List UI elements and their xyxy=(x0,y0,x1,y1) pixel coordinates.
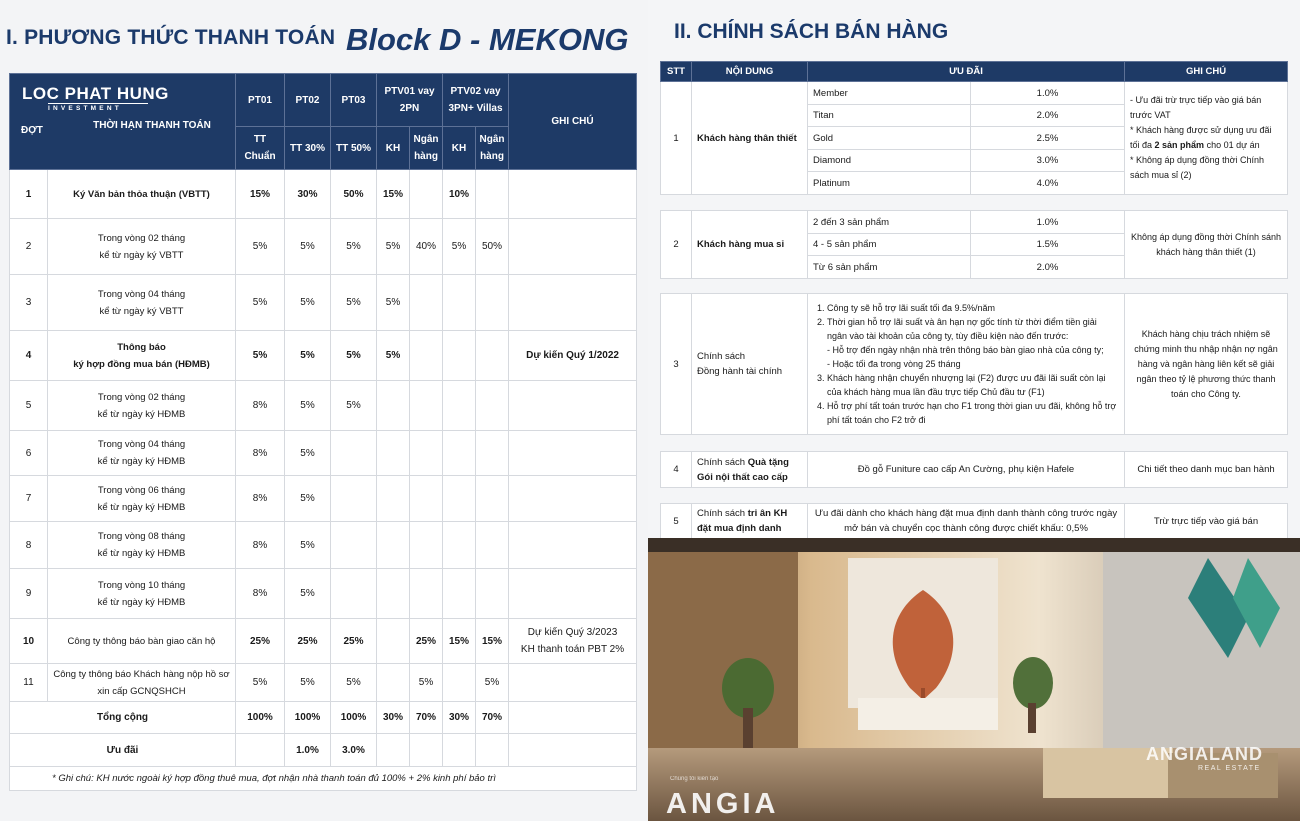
policy-stt: 3 xyxy=(661,294,692,435)
cell-note xyxy=(509,476,637,522)
cell-ptv01-bank xyxy=(410,569,443,619)
table-row xyxy=(10,219,637,275)
cell-ptv01-bank xyxy=(410,331,443,381)
cell-ptv01-bank xyxy=(410,431,443,476)
cell-ptv02-kh: 5% xyxy=(443,219,476,275)
tier-rate: 2.0% xyxy=(971,256,1125,279)
cell-note xyxy=(509,522,637,569)
cell-ptv02-bank xyxy=(476,569,509,619)
cell-pt01: 8% xyxy=(236,569,285,619)
header-ptv02: PTV02 vay 3PN+ Villas xyxy=(443,74,509,127)
table-header-corner xyxy=(10,74,236,170)
row-term: Trong vòng 04 tháng kể từ ngày ký HĐMB xyxy=(48,431,236,476)
tier-level: Titan xyxy=(808,105,971,127)
total-label: Tổng cộng xyxy=(10,702,236,734)
cell-pt01 xyxy=(236,734,285,767)
cell-pt02: 5% xyxy=(285,476,331,522)
policy-name: Chính sách Đồng hành tài chính xyxy=(692,294,808,435)
tier-level: Gold xyxy=(808,127,971,150)
policy-name: Khách hàng thân thiết xyxy=(692,82,808,195)
cell-ptv01-kh xyxy=(377,381,410,431)
policy-stt: 5 xyxy=(661,504,692,539)
cell-pt03: 5% xyxy=(331,219,377,275)
header-kh-1: KH xyxy=(377,127,410,170)
cell-ptv02-bank: 50% xyxy=(476,219,509,275)
tier-level: Member xyxy=(808,82,971,105)
row-dot: 3 xyxy=(10,275,48,331)
header-pt03: PT03 xyxy=(331,74,377,127)
cell-ptv02-bank xyxy=(476,170,509,219)
cell-ptv01-bank: 25% xyxy=(410,619,443,664)
cell-pt02: 5% xyxy=(285,275,331,331)
cell-ptv02-kh xyxy=(443,381,476,431)
header-ptv01: PTV01 vay 2PN xyxy=(377,74,443,127)
cell-pt01: 5% xyxy=(236,275,285,331)
cell-ptv01-bank xyxy=(410,734,443,767)
cell-ptv01-bank xyxy=(410,476,443,522)
cell-ptv02-kh xyxy=(443,476,476,522)
header-bank-2: Ngân hàng xyxy=(476,127,509,170)
tier-rate: 1.0% xyxy=(971,82,1125,105)
policy-offer: Đồ gỗ Funiture cao cấp An Cường, phụ kiện Hafele xyxy=(808,452,1125,488)
cell-ptv02-kh: 30% xyxy=(443,702,476,734)
footnote-row xyxy=(10,767,637,791)
cell-pt03 xyxy=(331,431,377,476)
header-pt01: PT01 xyxy=(236,74,285,127)
cell-ptv02-kh xyxy=(443,664,476,702)
policy-offer: Ưu đãi dành cho khách hàng đặt mua định danh thành công trước ngày mở bán và chuyển cọc thành công được chiết khấu: 0,5% xyxy=(808,504,1125,539)
policy-section-title: II. CHÍNH SÁCH BÁN HÀNG xyxy=(674,20,949,43)
row-dot: 5 xyxy=(10,381,48,431)
row-dot: 8 xyxy=(10,522,48,569)
cell-ptv02-bank xyxy=(476,476,509,522)
row-dot: 10 xyxy=(10,619,48,664)
payment-schedule-table xyxy=(9,73,637,791)
cell-pt02: 5% xyxy=(285,381,331,431)
header-dot: ĐỢT xyxy=(21,125,43,136)
cell-pt02: 5% xyxy=(285,219,331,275)
cell-ptv02-kh xyxy=(443,431,476,476)
cell-ptv02-kh xyxy=(443,331,476,381)
tier-rate: 1.0% xyxy=(971,211,1125,234)
header-stt: STT xyxy=(661,62,692,82)
cell-pt02: 5% xyxy=(285,331,331,381)
row-dot: 1 xyxy=(10,170,48,219)
policy-note: - Ưu đãi trừ trực tiếp vào giá bán trước VAT * Khách hàng được sử dụng ưu đãi tối đa 2 sản phẩm cho 01 dự án * Không áp dụng đồng thời Chính sách mua sỉ (2) xyxy=(1125,82,1288,195)
policy-stt: 1 xyxy=(661,82,692,195)
cell-ptv02-bank xyxy=(476,381,509,431)
policy-stt: 4 xyxy=(661,452,692,488)
cell-ptv02-kh xyxy=(443,734,476,767)
table-row xyxy=(10,664,637,702)
table-row xyxy=(10,522,637,569)
cell-ptv01-kh xyxy=(377,734,410,767)
sales-policy-panel xyxy=(648,0,1300,821)
header-note: GHI CHÚ xyxy=(1125,62,1288,82)
cell-note xyxy=(509,170,637,219)
policy-name: Chính sách Quà tặng Gói nội thất cao cấp xyxy=(692,452,808,488)
row-term: Ký Văn bản thỏa thuận (VBTT) xyxy=(48,170,236,219)
policy-note: Khách hàng chịu trách nhiệm sẽ chứng minh thu nhập nhận nợ ngân hàng và ngân hàng liên kết sẽ giải ngân theo tỷ lệ phương thức thanh toán cho Công ty. xyxy=(1125,294,1288,435)
tier-level: 4 - 5 sản phẩm xyxy=(808,234,971,256)
cell-ptv02-kh xyxy=(443,569,476,619)
header-pt02: PT02 xyxy=(285,74,331,127)
tier-level: Từ 6 sản phẩm xyxy=(808,256,971,279)
header-bank-1: Ngân hàng xyxy=(410,127,443,170)
cell-note xyxy=(509,275,637,331)
header-offer: ƯU ĐÃI xyxy=(808,62,1125,82)
table-row xyxy=(10,331,637,381)
policy-name: Khách hàng mua sỉ xyxy=(692,211,808,279)
cell-pt03: 25% xyxy=(331,619,377,664)
cell-ptv02-bank xyxy=(476,431,509,476)
lobby-photo xyxy=(648,538,1300,821)
cell-ptv01-kh: 5% xyxy=(377,331,410,381)
row-dot: 9 xyxy=(10,569,48,619)
cell-note xyxy=(509,569,637,619)
header-tt50: TT 50% xyxy=(331,127,377,170)
cell-ptv02-kh xyxy=(443,522,476,569)
payment-panel xyxy=(0,0,648,821)
table-row xyxy=(10,619,637,664)
header-term: THỜI HẠN THANH TOÁN xyxy=(93,120,211,131)
cell-note xyxy=(509,431,637,476)
row-term: Trong vòng 04 tháng kể từ ngày ký VBTT xyxy=(48,275,236,331)
cell-pt03: 5% xyxy=(331,664,377,702)
discount-label: Ưu đãi xyxy=(10,734,236,767)
row-term: Trong vòng 06 tháng kể từ ngày ký HĐMB xyxy=(48,476,236,522)
cell-pt01: 5% xyxy=(236,219,285,275)
row-term: Trong vòng 08 tháng kể từ ngày ký HĐMB xyxy=(48,522,236,569)
row-dot: 2 xyxy=(10,219,48,275)
cell-note xyxy=(509,664,637,702)
cell-ptv02-bank xyxy=(476,522,509,569)
cell-ptv01-kh xyxy=(377,476,410,522)
table-row xyxy=(10,431,637,476)
policy-table-loyal xyxy=(660,61,1288,195)
cell-ptv02-kh: 15% xyxy=(443,619,476,664)
cell-pt02: 5% xyxy=(285,664,331,702)
offer-item: 3. Khách hàng nhận chuyển nhượng lại (F2) được ưu đãi lãi suất còn lại của khách hàng mua lần đầu trực tiếp Chủ đầu tư (F1) xyxy=(827,371,1119,399)
row-term: Thông báo ký hợp đồng mua bán (HĐMB) xyxy=(48,331,236,381)
cell-pt03: 5% xyxy=(331,331,377,381)
cell-note xyxy=(509,381,637,431)
cell-pt03: 50% xyxy=(331,170,377,219)
tier-rate: 2.5% xyxy=(971,127,1125,150)
policy-offer-list xyxy=(808,294,1125,435)
block-title: Block D - MEKONG xyxy=(346,22,629,57)
cell-pt02: 1.0% xyxy=(285,734,331,767)
policy-table-wholesale xyxy=(660,210,1288,279)
row-term: Công ty thông báo bàn giao căn hộ xyxy=(48,619,236,664)
total-row xyxy=(10,702,637,734)
cell-ptv01-bank xyxy=(410,522,443,569)
cell-pt03: 5% xyxy=(331,275,377,331)
cell-ptv01-bank xyxy=(410,381,443,431)
tier-level: Diamond xyxy=(808,150,971,172)
cell-note xyxy=(509,219,637,275)
row-term: Trong vòng 02 tháng kể từ ngày ký VBTT xyxy=(48,219,236,275)
header-tt-chuan: TT Chuẩn xyxy=(236,127,285,170)
angialand-watermark: ANGIALAND xyxy=(1146,744,1263,764)
cell-pt01: 8% xyxy=(236,476,285,522)
policy-table-gift xyxy=(660,451,1288,488)
row-dot: 6 xyxy=(10,431,48,476)
cell-pt01: 8% xyxy=(236,522,285,569)
offer-item: 1. Công ty sẽ hỗ trợ lãi suất tối đa 9.5%/năm xyxy=(827,301,1119,315)
offer-item: 4. Hỗ trợ phí tất toán trước hạn cho F1 trong thời gian ưu đãi, không hỗ trợ phí tất toán cho F2 trở đi xyxy=(827,399,1119,427)
cell-pt03 xyxy=(331,476,377,522)
cell-pt03 xyxy=(331,569,377,619)
policy-table-finance xyxy=(660,293,1288,435)
angia-logo: ANGIA xyxy=(666,788,780,820)
cell-pt02: 30% xyxy=(285,170,331,219)
header-kh-2: KH xyxy=(443,127,476,170)
cell-pt03 xyxy=(331,522,377,569)
row-term: Trong vòng 10 tháng kể từ ngày ký HĐMB xyxy=(48,569,236,619)
cell-ptv02-bank: 70% xyxy=(476,702,509,734)
cell-pt01: 15% xyxy=(236,170,285,219)
cell-ptv01-kh xyxy=(377,619,410,664)
discount-row xyxy=(10,734,637,767)
cell-pt03: 3.0% xyxy=(331,734,377,767)
cell-pt03: 5% xyxy=(331,381,377,431)
cell-ptv01-bank xyxy=(410,275,443,331)
tier-rate: 2.0% xyxy=(971,105,1125,127)
cell-pt01: 5% xyxy=(236,664,285,702)
header-content: NỘI DUNG xyxy=(692,62,808,82)
cell-pt01: 8% xyxy=(236,431,285,476)
cell-ptv02-kh xyxy=(443,275,476,331)
policy-note: Không áp dụng đồng thời Chính sánh khách hàng thân thiết (1) xyxy=(1125,211,1288,279)
cell-ptv01-kh: 5% xyxy=(377,219,410,275)
cell-ptv01-kh xyxy=(377,664,410,702)
cell-ptv02-kh: 10% xyxy=(443,170,476,219)
cell-ptv01-kh: 15% xyxy=(377,170,410,219)
header-tt30: TT 30% xyxy=(285,127,331,170)
table-row xyxy=(10,275,637,331)
tier-rate: 3.0% xyxy=(971,150,1125,172)
policy-table-appreciation xyxy=(660,503,1288,539)
angialand-watermark-sub: REAL ESTATE xyxy=(1198,765,1261,772)
cell-pt01: 100% xyxy=(236,702,285,734)
cell-note: Dự kiến Quý 1/2022 xyxy=(509,331,637,381)
cell-note xyxy=(509,702,637,734)
policy-note: Chi tiết theo danh mục ban hành xyxy=(1125,452,1288,488)
cell-ptv02-bank xyxy=(476,275,509,331)
policy-note: Trừ trực tiếp vào giá bán xyxy=(1125,504,1288,539)
cell-pt02: 100% xyxy=(285,702,331,734)
cell-note xyxy=(509,734,637,767)
cell-ptv01-kh: 30% xyxy=(377,702,410,734)
cell-ptv01-kh: 5% xyxy=(377,275,410,331)
table-row xyxy=(10,170,637,219)
cell-pt02: 5% xyxy=(285,431,331,476)
cell-pt02: 5% xyxy=(285,569,331,619)
cell-ptv02-bank: 15% xyxy=(476,619,509,664)
cell-ptv02-bank: 5% xyxy=(476,664,509,702)
cell-ptv01-bank: 70% xyxy=(410,702,443,734)
row-dot: 4 xyxy=(10,331,48,381)
cell-ptv01-bank: 40% xyxy=(410,219,443,275)
row-dot: 7 xyxy=(10,476,48,522)
policy-name: Chính sách tri ân KH đặt mua định danh xyxy=(692,504,808,539)
cell-pt02: 25% xyxy=(285,619,331,664)
tier-level: 2 đến 3 sản phẩm xyxy=(808,211,971,234)
cell-ptv01-bank xyxy=(410,170,443,219)
cell-pt01: 25% xyxy=(236,619,285,664)
cell-ptv02-bank xyxy=(476,331,509,381)
cell-pt03: 100% xyxy=(331,702,377,734)
tier-level: Platinum xyxy=(808,172,971,195)
header-note: GHI CHÚ xyxy=(509,74,637,170)
table-row xyxy=(10,381,637,431)
cell-pt01: 5% xyxy=(236,331,285,381)
tier-rate: 4.0% xyxy=(971,172,1125,195)
table-row xyxy=(10,569,637,619)
cell-ptv01-bank: 5% xyxy=(410,664,443,702)
payment-section-title: I. PHƯƠNG THỨC THANH TOÁN xyxy=(6,26,336,49)
table-row xyxy=(10,476,637,522)
cell-ptv02-bank xyxy=(476,734,509,767)
lobby-illustration xyxy=(648,538,1300,821)
cell-note: Dự kiến Quý 3/2023 KH thanh toán PBT 2% xyxy=(509,619,637,664)
tier-rate: 1.5% xyxy=(971,234,1125,256)
policy-stt: 2 xyxy=(661,211,692,279)
row-term: Trong vòng 02 tháng kể từ ngày ký HĐMB xyxy=(48,381,236,431)
row-term: Công ty thông báo Khách hàng nộp hồ sơ xin cấp GCNQSHCH xyxy=(48,664,236,702)
loc-phat-hung-logo: LOC PHAT HUNG INVESTMENT xyxy=(22,84,169,112)
cell-pt01: 8% xyxy=(236,381,285,431)
footnote: * Ghi chú: KH nước ngoài ký hợp đồng thuê mua, đợt nhận nhà thanh toán đủ 100% + 2% kinh phí bảo trì xyxy=(10,767,637,791)
cell-ptv01-kh xyxy=(377,431,410,476)
brand-tagline: Chúng tôi kiến tạo xyxy=(670,776,719,782)
cell-pt02: 5% xyxy=(285,522,331,569)
cell-ptv01-kh xyxy=(377,522,410,569)
row-dot: 11 xyxy=(10,664,48,702)
offer-item: 2. Thời gian hỗ trợ lãi suất và ân hạn nợ gốc tính từ thời điểm tiền giải ngân vào tài khoản của công ty, tùy điều kiện nào đến trước: - Hỗ trợ đến ngày nhận nhà trên thông báo bàn giao nhà của công ty; - Hoặc tối đa trong vòng 25 tháng xyxy=(827,315,1119,371)
cell-ptv01-kh xyxy=(377,569,410,619)
